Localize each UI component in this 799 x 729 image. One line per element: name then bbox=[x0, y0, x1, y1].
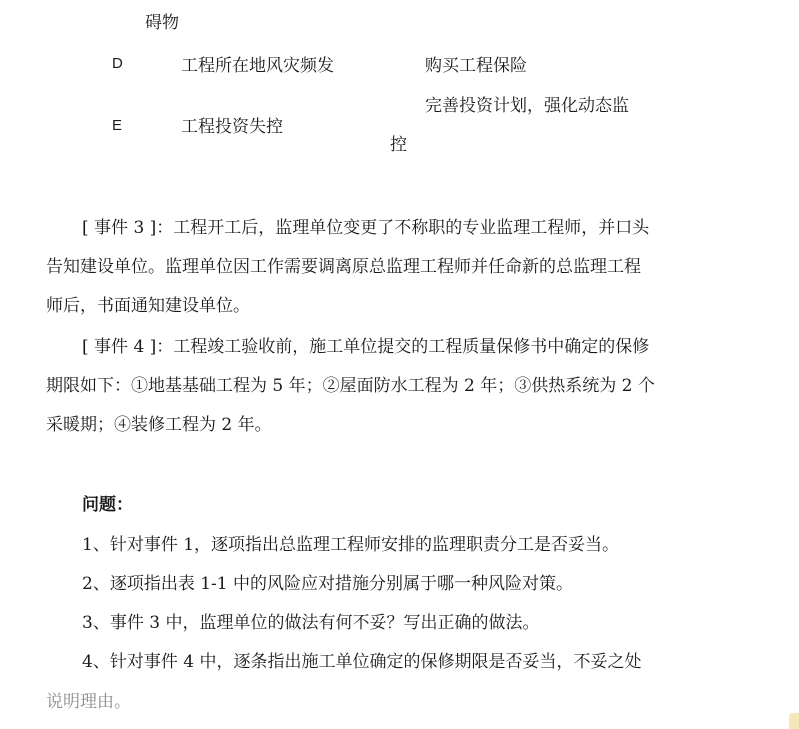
table-carryover-text: 碍物 bbox=[145, 13, 179, 33]
event4-line1: [ 事件 4 ]：工程竣工验收前，施工单位提交的工程质量保修书中确定的保修 bbox=[82, 337, 650, 357]
question-1: 1、针对事件 1，逐项指出总监理工程师安排的监理职责分工是否妥当。 bbox=[82, 535, 620, 555]
event3-line1: [ 事件 3 ]：工程开工后，监理单位变更了不称职的专业监理工程师，并口头 bbox=[82, 218, 650, 238]
table-row-id-e: E bbox=[112, 117, 123, 134]
question-3: 3、事件 3 中，监理单位的做法有何不妥？写出正确的做法。 bbox=[82, 613, 540, 633]
questions-heading: 问题： bbox=[82, 495, 133, 515]
table-row-measure-e-line2: 控 bbox=[390, 135, 407, 155]
event4-line3: 采暖期；④装修工程为 2 年。 bbox=[46, 415, 272, 435]
event3-line2: 告知建设单位。监理单位因工作需要调离原总监理工程师并任命新的总监理工程 bbox=[46, 257, 641, 277]
question-4-continuation: 说明理由。 bbox=[46, 692, 131, 712]
page-corner-marker bbox=[789, 713, 799, 729]
question-2: 2、逐项指出表 1-1 中的风险应对措施分别属于哪一种风险对策。 bbox=[82, 574, 573, 594]
table-row-measure-d: 购买工程保险 bbox=[425, 56, 527, 76]
question-4: 4、针对事件 4 中，逐条指出施工单位确定的保修期限是否妥当，不妥之处 bbox=[82, 652, 642, 672]
table-row-id-d: D bbox=[112, 55, 123, 72]
table-row-risk-e: 工程投资失控 bbox=[181, 117, 283, 137]
event4-line2: 期限如下：①地基基础工程为 5 年；②屋面防水工程为 2 年；③供热系统为 2 个 bbox=[46, 376, 655, 396]
table-row-risk-d: 工程所在地风灾频发 bbox=[181, 56, 334, 76]
event3-line3: 师后，书面通知建设单位。 bbox=[46, 296, 250, 316]
table-row-measure-e-line1: 完善投资计划，强化动态监 bbox=[425, 96, 629, 116]
